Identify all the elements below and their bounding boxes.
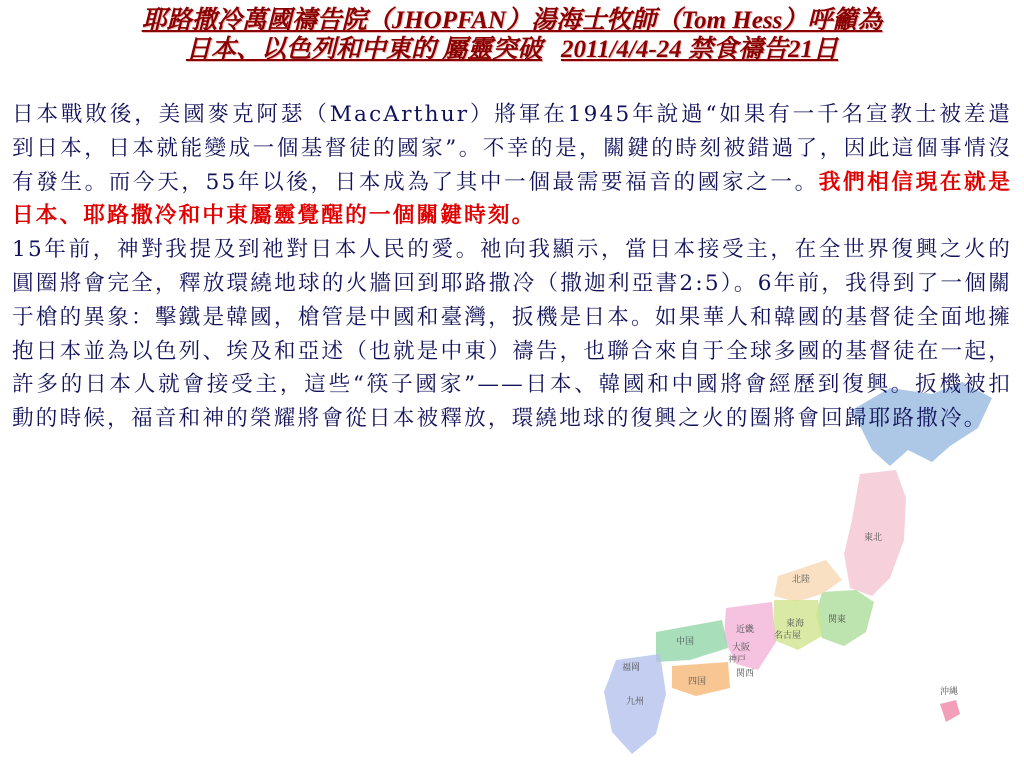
map-label-kyushu: 九州 [626, 697, 645, 707]
map-label-osaka: 大阪 [732, 643, 751, 653]
map-label-tokai: 東海 [786, 619, 805, 629]
title-line-1: 耶路撒冷萬國禱告院（JHOPFAN）湯海士牧師（Tom Hess）呼籲為 [141, 7, 883, 34]
title-line-2 [0, 35, 1024, 64]
title-line-2-topic: 日本、以色列和中東的 屬靈突破 [185, 36, 543, 63]
body-paragraph [12, 98, 1012, 436]
body-text-part-2: 15年前，神對我提及到祂對日本人民的愛。祂向我顯示，當日本接受主，在全世界復興之火的圓圈將會完全，釋放環繞地球的火牆回到耶路撒冷（撒迦利亞書2:5）。6年前，我得到了一個關于槍的異象：擊鐵是韓國，槍管是中國和臺灣，扳機是日本。如果華人和韓國的基督徒全面地擁抱日本並為以色列、埃及和亞述（也就是中東）禱告，也聯合來自于全球多國的基督徒在一起，許多的日本人就會接受主，這些“筷子國家”——日本、韓國和中國將會經歷到復興。扳機被扣動的時候，福音和神的榮耀將會從日本被釋放，環繞地球的復興之火的圈將會回歸耶路撒冷。 [12, 237, 1012, 432]
slide-title [0, 6, 1024, 64]
map-label-tohoku: 東北 [864, 533, 883, 543]
map-label-nagoya: 名古屋 [774, 631, 802, 641]
map-region-okinawa [940, 700, 960, 722]
map-label-kansai: 関西 [736, 669, 755, 679]
map-label-fukuoka: 福岡 [622, 663, 641, 673]
map-label-hokuriku: 北陸 [792, 575, 811, 585]
map-label-kobe: 神戸 [728, 655, 747, 665]
map-label-kanto: 関東 [828, 615, 847, 625]
body-text-part-1: 日本戰敗後，美國麥克阿瑟（MacArthur）將軍在1945年說過“如果有一千名宣教士被差遣到日本，日本就能變成一個基督徒的國家”。不幸的是，關鍵的時刻被錯過了，因此這個事情沒有發生。而今天，55年以後，日本成為了其中一個最需要福音的國家之一。 [12, 102, 1012, 195]
map-label-chugoku: 中国 [676, 637, 695, 647]
map-label-okinawa: 沖縄 [940, 687, 959, 697]
title-line-2-dates: 2011/4/4-24 禁食禱告21日 [560, 36, 839, 63]
map-label-kinki: 近畿 [736, 625, 755, 635]
body-text-highlight: 我們相信現在就是日本、耶路撒冷和中東屬靈覺醒的一個關鍵時刻。 [12, 169, 1012, 229]
map-label-shikoku: 四国 [688, 677, 707, 687]
